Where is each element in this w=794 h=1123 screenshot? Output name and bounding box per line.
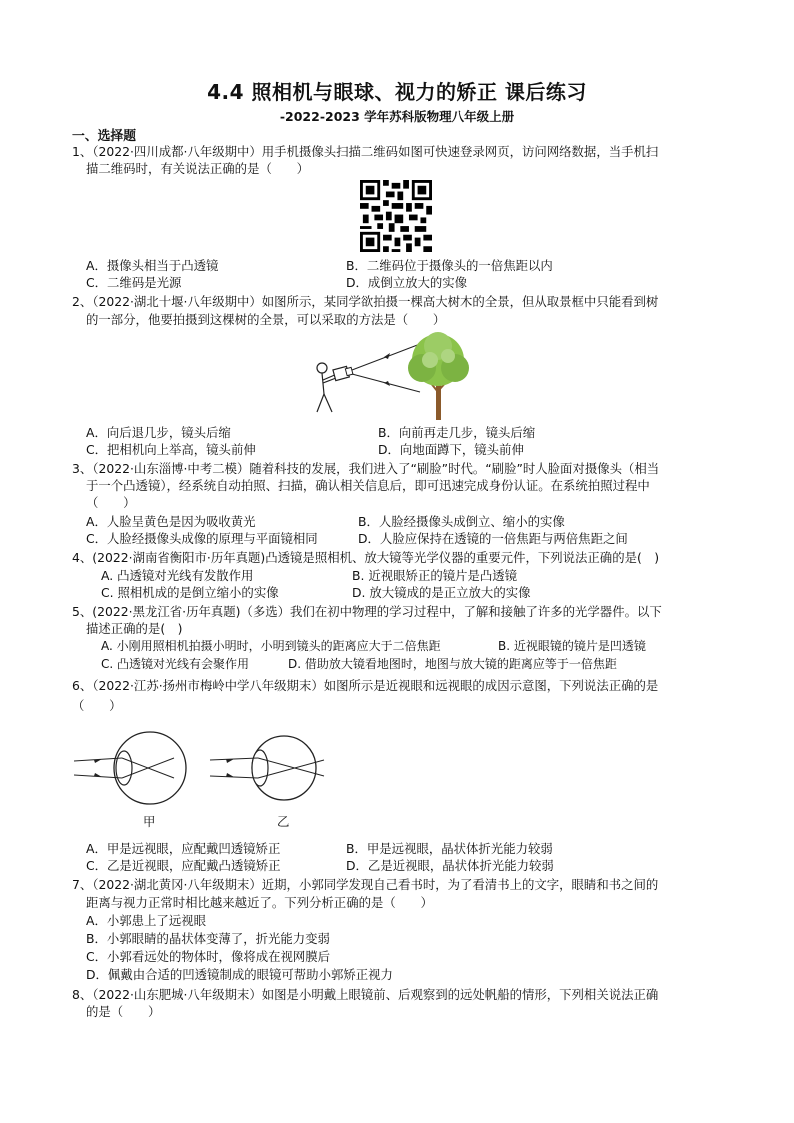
q6-option-d: D．乙是近视眼，晶状体折光能力较弱 (346, 858, 554, 873)
q2-option-a: A．向后退几步，镜头后缩 (86, 425, 231, 440)
q7-option-d: D．佩戴由合适的凹透镜制成的眼镜可帮助小郭矫正视力 (86, 967, 393, 982)
q3-option-b: B．人脸经摄像头成倒立、缩小的实像 (358, 514, 565, 529)
q3-option-c: C．人脸经摄像头成像的原理与平面镜相同 (86, 531, 318, 546)
q1-option-a: A．摄像头相当于凸透镜 (86, 258, 219, 273)
page-title: 4.4 照相机与眼球、视力的矫正 课后练习 (207, 80, 587, 104)
q5-option-d: D. 借助放大镜看地图时，地图与放大镜的距离应等于一倍焦距 (288, 657, 617, 671)
q6-option-a: A．甲是远视眼，应配戴凹透镜矫正 (86, 841, 281, 856)
q4-option-c: C. 照相机成的是倒立缩小的实像 (101, 585, 279, 600)
q1-option-d: D．成倒立放大的实像 (346, 275, 468, 290)
q7-option-a: A．小郭患上了远视眼 (86, 913, 206, 928)
q4-option-d: D. 放大镜成的是正立放大的实像 (352, 585, 531, 600)
q5-stem-line1: 5、(2022·黑龙江省·历年真题)（多选）我们在初中物理的学习过程中，了解和接触了许多的光学器件。以下 (72, 604, 662, 619)
q4-option-b: B. 近视眼矫正的镜片是凸透镜 (352, 568, 518, 583)
q7-option-c: C．小郭看远处的物体时，像将成在视网膜后 (86, 949, 331, 964)
q2-stem-line2: 的一部分，他要拍摄到这棵树的全景，可以采取的方法是（ ） (86, 312, 446, 327)
q2-option-c: C．把相机向上举高，镜头前伸 (86, 442, 256, 457)
q6-option-b: B．甲是远视眼，晶状体折光能力较弱 (346, 841, 553, 856)
q2-stem-line1: 2、（2022·湖北十堰·八年级期中）如图所示，某同学欲拍摄一棵高大树木的全景，但从取景框中只能看到树 (72, 294, 659, 309)
q3-stem-line1: 3、（2022·山东淄博·中考二模）随着科技的发展，我们进入了“刷脸”时代。“刷脸”时人脸面对摄像头（相当 (72, 461, 660, 476)
qr-code-figure (360, 180, 432, 252)
q5-stem-line2: 描述正确的是( ) (86, 621, 183, 636)
q1-stem-line1: 1、（2022·四川成都·八年级期中）用手机摄像头扫描二维码如图可快速登录网页，访问网络数据，当手机扫 (72, 144, 659, 159)
q6-stem-line2: （ ） (72, 698, 122, 713)
q5-option-c: C. 凸透镜对光线有会聚作用 (101, 657, 250, 671)
q2-option-b: B．向前再走几步，镜头后缩 (378, 425, 536, 440)
q7-stem-line1: 7、（2022·湖北黄冈·八年级期末）近期，小郭同学发现自己看书时，为了看清书上的文字，眼睛和书之间的 (72, 877, 659, 892)
q6-stem-line1: 6、（2022·江苏·扬州市梅岭中学八年级期末）如图所示是近视眼和远视眼的成因示意图，下列说法正确的是 (72, 678, 659, 693)
q6-option-c: C．乙是近视眼，应配戴凸透镜矫正 (86, 858, 281, 873)
q4-stem-line1: 4、(2022·湖南省衡阳市·历年真题)凸透镜是照相机、放大镜等光学仪器的重要元件，下列说法正确的是( ) (72, 550, 660, 565)
q8-stem-line1: 8、（2022·山东肥城·八年级期末）如图是小明戴上眼镜前、后观察到的远处帆船的情形，下列相关说法正确 (72, 987, 659, 1002)
page-subtitle: -2022-2023 学年苏科版物理八年级上册 (279, 109, 515, 124)
q1-option-b: B．二维码位于摄像头的一倍焦距以内 (346, 258, 553, 273)
q7-stem-line2: 距离与视力正常时相比越来越近了。下列分析正确的是（ ） (86, 895, 433, 910)
q1-option-c: C．二维码是光源 (86, 275, 182, 290)
q2-option-d: D．向地面蹲下，镜头前伸 (378, 442, 524, 457)
q8-stem-line2: 的是（ ） (86, 1004, 161, 1019)
q3-stem-line3: （ ） (86, 495, 136, 510)
photographer-tree-figure (312, 330, 482, 422)
q6-label-jia: 甲 (143, 814, 156, 829)
q5-option-b: B. 近视眼镜的镜片是凹透镜 (498, 639, 646, 653)
eye-diagram-figure (74, 728, 334, 808)
q3-option-a: A．人脸呈黄色是因为吸收黄光 (86, 514, 256, 529)
q3-stem-line2: 于一个凸透镜），经系统自动拍照、扫描，确认相关信息后，即可迅速完成身份认证。在系统拍照过程中 (86, 478, 650, 493)
section-heading: 一、选择题 (72, 129, 136, 144)
q6-label-yi: 乙 (277, 814, 290, 829)
q5-option-a: A. 小刚用照相机拍摄小明时，小明到镜头的距离应大于二倍焦距 (101, 639, 441, 653)
q4-option-a: A. 凸透镜对光线有发散作用 (101, 568, 254, 583)
q3-option-d: D．人脸应保持在透镜的一倍焦距与两倍焦距之间 (358, 531, 628, 546)
q7-option-b: B．小郭眼睛的晶状体变薄了，折光能力变弱 (86, 931, 330, 946)
q1-stem-line2: 描二维码时，有关说法正确的是（ ） (86, 161, 310, 176)
